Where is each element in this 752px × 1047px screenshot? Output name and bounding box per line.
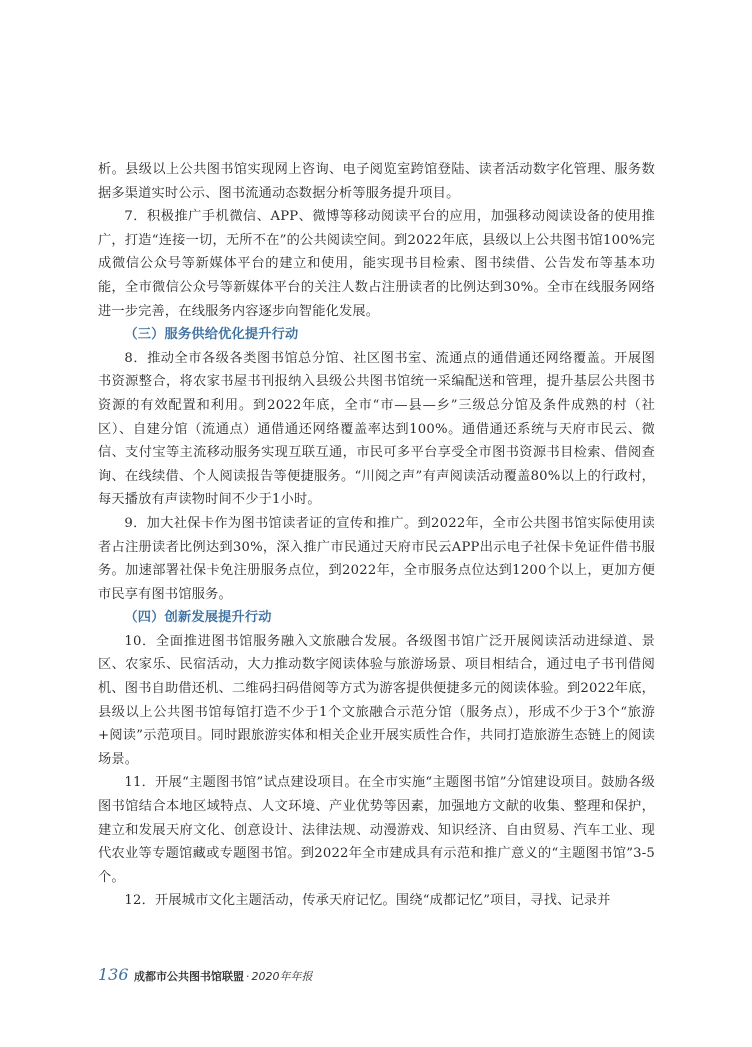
- paragraph-9: 9．加大社保卡作为图书馆读者证的宣传和推广。到2022年，全市公共图书馆实际使用读者占注册读者比例达到30%，深入推广市民通过天府市民云APP出示电子社保卡免证件借书服务。加速部署社保卡免注册服务点位，到2022年，全市服务点位达到1200个以上，更加方便市民享有图书馆服务。: [98, 515, 655, 602]
- page-number: 136: [98, 965, 129, 984]
- paragraph-10: 10．全面推进图书馆服务融入文旅融合发展。各级图书馆广泛开展阅读活动进绿道、景区、农家乐、民宿活动，大力推动数字阅读体验与旅游场景、项目相结合，通过电子书刊借阅机、图书自助借还机、二维码扫码借阅等方式为游客提供便捷多元的阅读体验。到2022年底，县级以上公共图书馆每馆打造不少于1个文旅融合示范分馆（服务点），形成不少于3个“旅游+阅读”示范项目。同时跟旅游实体和相关企业开展实质性合作，共同打造旅游生态链上的阅读场景。: [98, 633, 655, 767]
- paragraph-12: 12．开展城市文化主题活动，传承天府记忆。围绕“成都记忆”项目，寻找、记录并: [124, 893, 611, 909]
- paragraph-continued: 析。县级以上公共图书馆实现网上咨询、电子阅览室跨馆登陆、读者活动数字化管理、服务数据多渠道实时公示、图书流通动态数据分析等服务提升项目。: [98, 162, 655, 201]
- paragraph-7: 7．积极推广手机微信、APP、微博等移动阅读平台的应用，加强移动阅读设备的使用推广，打造“连接一切，无所不在”的公共阅读空间。到2022年底，县级以上公共图书馆100%完成微信公众号等新媒体平台的建立和使用，能实现书目检索、图书续借、公告发布等基本功能，全市微信公众号等新媒体平台的关注人数占注册读者的比例达到30%。全市在线服务网络进一步完善，在线服务内容逐步向智能化发展。: [98, 209, 655, 319]
- document-body: [98, 158, 655, 913]
- footer-separator: ·: [246, 970, 250, 983]
- section-heading-3: （三）服务供给优化提升行动: [124, 327, 299, 343]
- paragraph-8: 8．推动全市各级各类图书馆总分馆、社区图书室、流通点的通借通还网络覆盖。开展图书资源整合，将农家书屋书刊报纳入县级公共图书馆统一采编配送和管理，提升基层公共图书资源的有效配置和利用。到2022年底，全市“市—县—乡”三级总分馆及条件成熟的村（社区）、自建分馆（流通点）通借通还网络覆盖率达到100%。通借通还系统与天府市民云、微信、支付宝等主流移动服务实现互联互通，市民可多平台享受全市图书资源书目检索、借阅查询、在线续借、个人阅读报告等便捷服务。“川阅之声”有声阅读活动覆盖80%以上的行政村，每天播放有声读物时间不少于1小时。: [98, 350, 655, 508]
- footer-year-label: 2020年年报: [251, 970, 313, 983]
- section-heading-4: （四）创新发展提升行动: [124, 610, 272, 626]
- paragraph-11: 11．开展“主题图书馆”试点建设项目。在全市实施“主题图书馆”分馆建设项目。鼓励各级图书馆结合本地区域特点、人文环境、产业优势等因素，加强地方文献的收集、整理和保护，建立和发展天府文化、创意设计、法律法规、动漫游戏、知识经济、自由贸易、汽车工业、现代农业等专题馆藏或专题图书馆。到2022年全市建成具有示范和推广意义的“主题图书馆”3-5个。: [98, 775, 655, 885]
- page-footer: [98, 965, 313, 984]
- footer-publication-title: 成都市公共图书馆联盟: [134, 970, 245, 983]
